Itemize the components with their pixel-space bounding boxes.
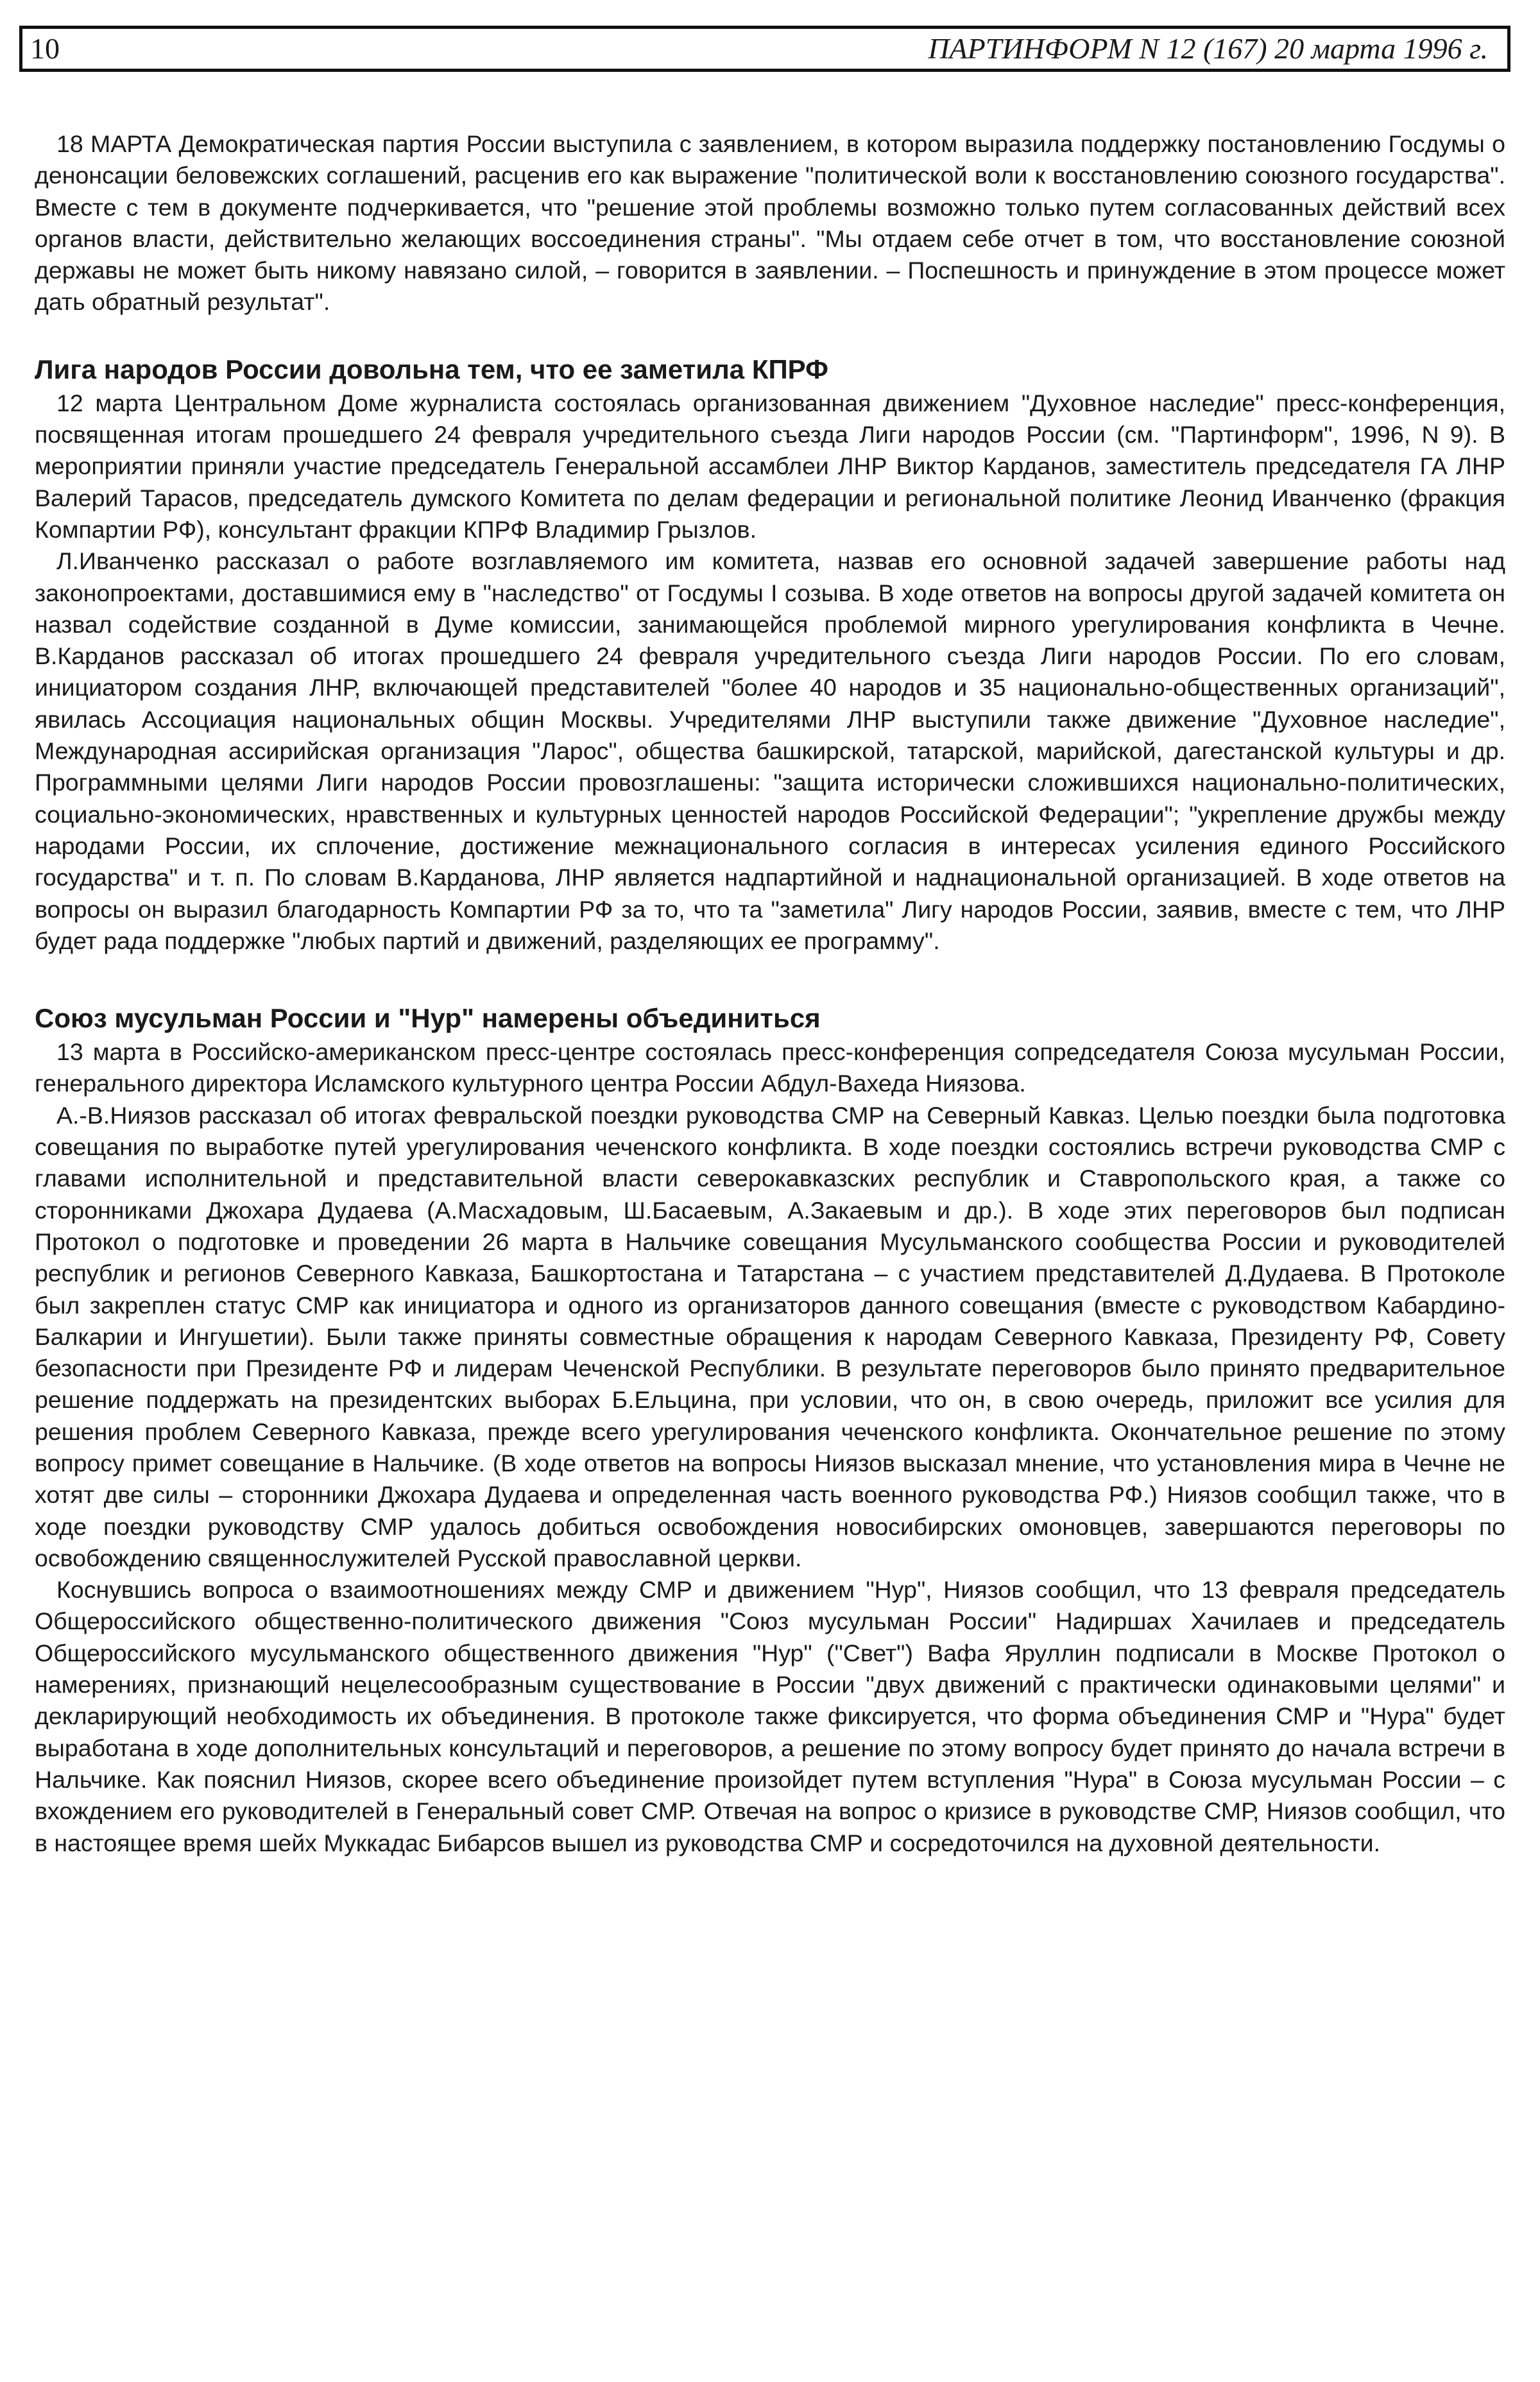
page-number: 10 xyxy=(30,32,60,65)
publication-title: ПАРТИНФОРМ N 12 (167) 20 марта 1996 г. xyxy=(928,32,1488,65)
article-title: Союз мусульман России и "Нур" намерены объединиться xyxy=(35,1003,821,1034)
intro-paragraph: 18 МАРТА Демократическая партия России выступила с заявлением, в котором выразила поддержку постановлению Госдумы о денонсации беловежских соглашений, расценив его как выражение "политической воли к восстановлению союзного государства". Вместе с тем в документе подчеркивается, что "решение этой проблемы возможно только путем согласованных действий всех органов власти, действительно желающих воссоединения страны". "Мы отдаем себе отчет в том, что восстановление союзной державы не может быть никому навязано силой, – говорится в заявлении. – Поспешность и принуждение в этом процессе может дать обратный результат". xyxy=(35,130,1505,316)
article-liga xyxy=(35,352,1505,957)
article-paragraph: А.-В.Ниязов рассказал об итогах февральской поездки руководства СМР на Северный Кавказ. Целью поездки была подготовка совещания по выработке путей урегулирования чеченского конфликта. В ходе поездки состоялись встречи руководства СМР с главами исполнительной и представительной власти северокавказских республик и Ставропольского края, а также со сторонниками Джохара Дудаева (А.Масхадовым, Ш.Басаевым, А.Закаевым и др.). В ходе этих переговоров был подписан Протокол о подготовке и проведении 26 марта в Нальчике совещания Мусульманского сообщества России и руководителей республик и регионов Северного Кавказа, Башкортостана и Татарстана – с участием представителей Д.Дудаева. В Протоколе был закреплен статус СМР как инициатора и одного из организаторов данного совещания (вместе с руководством Кабардино-Балкарии и Ингушетии). Были также приняты совместные обращения к народам Северного Кавказа, Президенту РФ, Совету безопасности при Президенте РФ и лидерам Чеченской Республики. В результате переговоров было принято предварительное решение поддержать на президентских выборах Б.Ельцина, при условии, что он, в свою очередь, приложит все усилия для решения проблем Северного Кавказа, прежде всего урегулирования чеченского конфликта. Окончательное решение по этому вопросу примет совещание в Нальчике. (В ходе ответов на вопросы Ниязов высказал мнение, что установления мира в Чечне не хотят две силы – сторонники Джохара Дудаева и определенная часть военного руководства РФ.) Ниязов сообщил также, что в ходе поездки руководству СМР удалось добиться освобождения новосибирских омоновцев, завершаются переговоры по освобождению священнослужителей Русской православной церкви. xyxy=(35,1101,1505,1572)
article-smr-nur xyxy=(35,1000,1505,1859)
article-paragraph: 13 марта в Российско-американском пресс-центре состоялась пресс-конференция сопредседателя Союза мусульман России, генерального директора Исламского культурного центра России Абдул-Вахеда Ниязова. xyxy=(35,1038,1505,1097)
page-content xyxy=(35,128,1505,1859)
article-paragraph: Коснувшись вопроса о взаимоотношениях между СМР и движением "Нур", Ниязов сообщил, что 13 февраля председатель Общероссийского общественно-политического движения "Союз мусульман России" Надиршах Хачилаев и председатель Общероссийского мусульманского общественного движения "Нур" ("Свет") Вафа Яруллин подписали в Москве Протокол о намерениях, признающий нецелесообразным существование в России "двух движений с практически одинаковыми целями" и декларирующий необходимость их объединения. В протоколе также фиксируется, что форма объединения СМР и "Нура" будет выработана в ходе дополнительных консультаций и переговоров, а решение по этому вопросу будет принято до начала встречи в Нальчике. Как пояснил Ниязов, скорее всего объединение произойдет путем вступления "Нура" в Союза мусульман России – с вхождением его руководителей в Генеральный совет СМР. Отвечая на вопрос о кризисе в руководстве СМР, Ниязов сообщил, что в настоящее время шейх Муккадас Бибарсов вышел из руководства СМР и сосредоточился на духовной деятельности. xyxy=(35,1576,1505,1856)
article-paragraph: Л.Иванченко рассказал о работе возглавляемого им комитета, назвав его основной задачей завершение работы над законопроектами, доставшимися ему в "наследство" от Госдумы I созыва. В ходе ответов на вопросы другой задачей комитета он назвал содействие созданной в Думе комиссии, занимающейся проблемой мирного урегулирования конфликта в Чечне. В.Карданов рассказал об итогах прошедшего 24 февраля учредительного съезда Лиги народов России. По его словам, инициатором создания ЛНР, включающей представителей "более 40 народов и 35 национально-общественных организаций", явилась Ассоциация национальных общин Москвы. Учредителями ЛНР выступили также движение "Духовное наследие", Международная ассирийская организация "Ларос", общества башкирской, татарской, марийской, дагестанской культуры и др. Программными целями Лиги народов России провозглашены: "защита исторически сложившихся национально-политических, социально-экономических, нравственных и культурных ценностей народов Российской Федерации"; "укрепление дружбы между народами России, их сплочение, достижение межнационального согласия в интересах усиления единого Российского государства" и т. п. По словам В.Карданова, ЛНР является надпартийной и наднациональной организацией. В ходе ответов на вопросы он выразил благодарность Компартии РФ за то, что та "заметила" Лигу народов России, заявив, вместе с тем, что ЛНР будет рада поддержке "любых партий и движений, разделяющих ее программу". xyxy=(35,547,1505,954)
page-header xyxy=(19,26,1510,72)
article-title: Лига народов России довольна тем, что ее заметила КПРФ xyxy=(35,354,828,384)
article-paragraph: 12 марта Центральном Доме журналиста состоялась организованная движением "Духовное наследие" пресс-конференция, посвященная итогам прошедшего 24 февраля учредительного съезда Лиги народов России (см. "Партинформ", 1996, N 9). В мероприятии приняли участие председатель Генеральной ассамблеи ЛНР Виктор Карданов, заместитель председателя ГА ЛНР Валерий Тарасов, председатель думского Комитета по делам федерации и региональной политике Леонид Иванченко (фракция Компартии РФ), консультант фракции КПРФ Владимир Грызлов. xyxy=(35,389,1505,543)
